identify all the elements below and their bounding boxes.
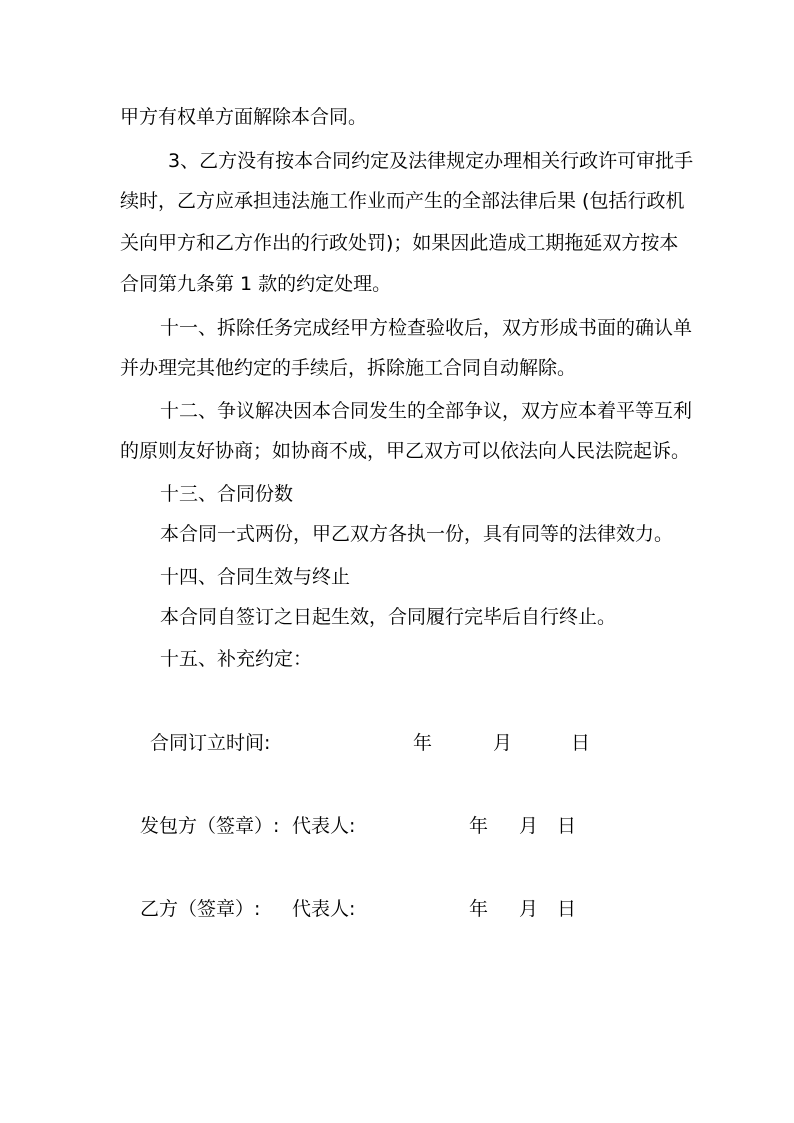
paragraph-permit-line-3: 关向甲方和乙方作出的行政处罚)；如果因此造成工期拖延双方按本 — [120, 232, 679, 254]
signing-day-unit: 日 — [571, 732, 591, 754]
party-b-day-unit: 日 — [557, 898, 577, 920]
paragraph-permit-line-4: 合同第九条第 1 款的约定处理。 — [120, 273, 392, 295]
clause-15-title: 十五、补充约定： — [160, 648, 313, 670]
party-b-label: 乙方（签章）: — [140, 898, 261, 920]
party-a-day-unit: 日 — [557, 815, 577, 837]
party-a-label: 发包方（签章）: — [140, 815, 280, 837]
party-b-representative-label: 代表人: — [292, 898, 356, 920]
clause-14-title: 十四、合同生效与终止 — [160, 566, 351, 588]
paragraph-termination-right: 甲方有权单方面解除本合同。 — [120, 106, 368, 128]
clause-12-line-1: 十二、争议解决因本合同发生的全部争议，双方应本着平等互利 — [160, 400, 693, 422]
clause-13-text: 本合同一式两份，甲乙双方各执一份，具有同等的法律效力。 — [160, 523, 674, 545]
clause-12-line-2: 的原则友好协商；如协商不成，甲乙双方可以依法向人民法院起诉。 — [120, 440, 691, 462]
signing-year-unit: 年 — [413, 732, 433, 754]
party-a-year-unit: 年 — [469, 815, 489, 837]
signing-month-unit: 月 — [493, 732, 513, 754]
clause-14-text: 本合同自签订之日起生效，合同履行完毕后自行终止。 — [160, 606, 617, 628]
party-a-representative-label: 代表人: — [292, 815, 356, 837]
party-b-month-unit: 月 — [519, 898, 539, 920]
clause-13-title: 十三、合同份数 — [160, 483, 294, 505]
clause-11-line-2: 并办理完其他约定的手续后，拆除施工合同自动解除。 — [120, 357, 577, 379]
signing-date-label: 合同订立时间: — [150, 732, 271, 754]
party-a-month-unit: 月 — [519, 815, 539, 837]
paragraph-permit-line-1: 3、乙方没有按本合同约定及法律规定办理相关行政许可审批手 — [168, 150, 694, 172]
party-b-year-unit: 年 — [469, 898, 489, 920]
clause-11-line-1: 十一、拆除任务完成经甲方检查验收后，双方形成书面的确认单 — [160, 317, 693, 339]
paragraph-permit-line-2: 续时，乙方应承担违法施工作业而产生的全部法律后果 (包括行政机 — [120, 190, 685, 212]
